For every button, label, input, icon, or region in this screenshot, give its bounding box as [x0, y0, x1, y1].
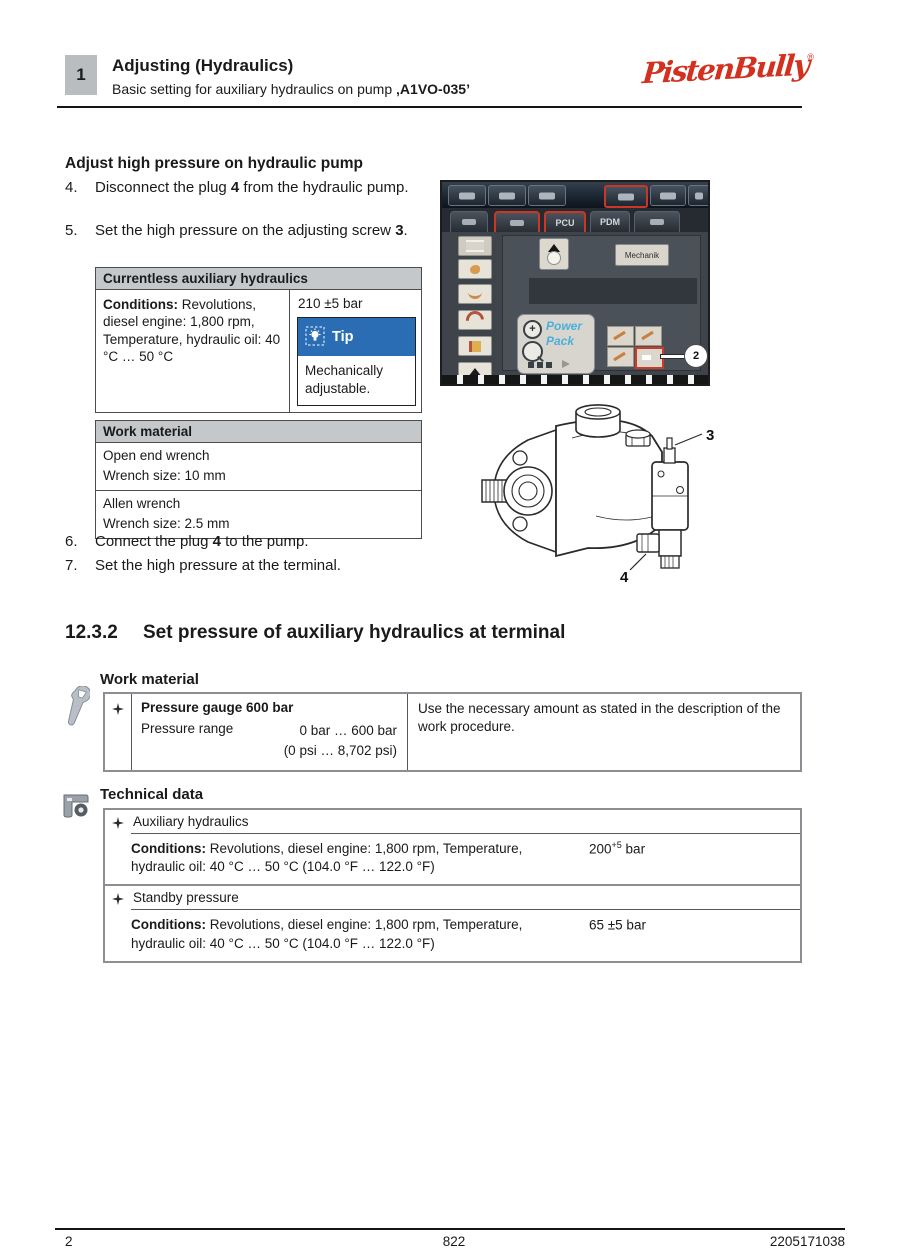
step-7: [65, 556, 435, 576]
dots-icon: [660, 192, 676, 199]
step-5: [65, 221, 435, 241]
arc-icon: [462, 307, 487, 332]
callout-2: 2: [684, 344, 708, 368]
connector-pins-icon: [528, 362, 552, 368]
terminal-main-panel: [502, 235, 701, 371]
table-header: Work material: [96, 421, 421, 443]
gutter-cell: [105, 810, 131, 833]
gutter-cell: [105, 886, 131, 909]
conditions-cell: Conditions: Revolutions, diesel engine: 1,800 rpm, Temperature, hydraulic oil: 40 °C … 50 °C: [96, 290, 290, 412]
tech-label: Auxiliary hydraulics: [133, 814, 249, 829]
step-number: 5.: [65, 222, 78, 239]
pump-figure: [476, 396, 718, 586]
mechanik-button: Mechanik: [615, 244, 669, 266]
table-row: Open end wrench Wrench size: 10 mm: [103, 448, 226, 483]
tab-pcu: PCU: [544, 211, 586, 235]
crosshair-icon: [112, 703, 124, 715]
procedure-heading: Adjust high pressure on hydraulic pump: [65, 155, 363, 172]
work-material-heading: Work material: [100, 671, 199, 688]
callout-line: [661, 355, 685, 358]
work-material-small-table: [95, 420, 422, 539]
caliper-icon: [60, 792, 92, 825]
footer-doc-number: 2205171038: [769, 1234, 845, 1249]
technical-data-table: [103, 808, 802, 963]
tip-header: [298, 318, 415, 356]
terminal-toolbar: [442, 182, 708, 208]
pistenbully-logo: [638, 47, 814, 91]
step-text: Set the high pressure at the terminal.: [95, 557, 341, 574]
magnifier-icon: [522, 341, 543, 362]
header-rule: [57, 106, 802, 108]
vehicle-icon: [459, 192, 475, 199]
tab-wrench: [450, 211, 488, 233]
mark-icon: [641, 331, 654, 340]
grid-button-highlighted: [635, 347, 664, 369]
technical-data-heading: Technical data: [100, 786, 204, 803]
item-cell: [132, 694, 408, 770]
section-heading: [65, 622, 565, 644]
tip-box: [297, 317, 416, 406]
crosshair-icon: [112, 817, 124, 829]
toolbar-button-vehicle: [448, 185, 486, 206]
terminal-screenshot: [440, 180, 710, 386]
tech-value: 65 ±5 bar: [589, 917, 646, 933]
groomer-icon: [539, 192, 555, 199]
pump-callout-4: 4: [620, 569, 629, 586]
alarm-icon: [695, 192, 703, 199]
step-text: Disconnect the plug 4 from the hydraulic pump.: [95, 179, 409, 196]
pressure-value: 210 ±5 bar: [298, 296, 363, 311]
grid-button-2: [635, 326, 662, 346]
item-name: Pressure gauge 600 bar: [141, 700, 294, 715]
tech-row-label: [105, 886, 800, 909]
grid-button-3: [607, 347, 634, 367]
conditions-text: Conditions: Revolutions, diesel engine: 1,800 rpm, Temperature, hydraulic oil: 40 °C … 50 °C (104.0 °F … 122.0 °F): [131, 917, 523, 951]
subtitle-pump-code: ‚A1VO-035’: [396, 81, 470, 97]
page-subtitle: [112, 81, 470, 97]
knob-icon: [547, 251, 561, 265]
step-number: 6.: [65, 533, 78, 550]
mark-icon: [613, 352, 626, 361]
power-pack-panel: [517, 314, 595, 374]
section-title: Set pressure of auxiliary hydraulics at terminal: [143, 622, 566, 643]
section-number: 12.3.2: [65, 622, 118, 643]
logo-text: PistenBully: [640, 47, 810, 91]
chapter-number: 1: [65, 55, 97, 95]
footer-center-number: 822: [442, 1234, 466, 1249]
curve-icon: [468, 289, 482, 299]
wrench-icon: [462, 219, 476, 225]
wrench-icon: [618, 193, 634, 200]
tip-label: Tip: [332, 329, 354, 345]
subtitle-text: Basic setting for auxiliary hydraulics on pump: [112, 81, 397, 97]
footer-rule: [55, 1228, 845, 1230]
dial-button: [539, 238, 569, 270]
toolbar-button-service-active: [604, 185, 648, 208]
tech-row-label: [105, 810, 800, 833]
sidebar-button-1: [458, 236, 492, 256]
description-cell: Use the necessary amount as stated in the description of the work procedure.: [418, 701, 781, 735]
table-header: Currentless auxiliary hydraulics: [96, 268, 421, 290]
step-text: Connect the plug 4 to the pump.: [95, 533, 309, 550]
step-number: 4.: [65, 179, 78, 196]
toolbar-button-alarm: [688, 185, 710, 206]
footer-page-number: 2: [65, 1234, 73, 1249]
wrench-icon: [64, 686, 90, 735]
page-title: Adjusting (Hydraulics): [112, 56, 294, 75]
plus-icon: +: [523, 320, 542, 339]
range-values: 0 bar … 600 bar (0 psi … 8,702 psi): [283, 723, 397, 759]
sidebar-button-5: [458, 336, 492, 356]
step-number: 7.: [65, 557, 78, 574]
sidebar-button-2: [458, 259, 492, 279]
conditions-text: Conditions: Revolutions, diesel engine: 1,800 rpm, Temperature, hydraulic oil: 40 °C … 50 °C (104.0 °F … 122.0 °F): [131, 841, 523, 875]
power-pack-label: Power Pack: [546, 319, 583, 348]
tech-value: $200^{+5}$ bar: [589, 840, 646, 857]
sidebar-button-4: [458, 310, 492, 330]
tab-implement: [634, 211, 680, 233]
gutter-cell: [105, 694, 132, 770]
step-6: [65, 532, 435, 552]
terminal-dark-strip: [529, 278, 697, 304]
toolbar-button-menu: [650, 185, 686, 206]
terminal-body: [442, 232, 708, 375]
terminal-tab-bar: [442, 208, 708, 232]
photo-edge-strip: [442, 375, 708, 384]
tech-row-conditions: [105, 910, 800, 960]
tab-pdm: PDM: [590, 211, 630, 233]
sidebar-button-3: [458, 284, 492, 304]
bars-icon: [466, 240, 484, 252]
crosshair-icon: [112, 893, 124, 905]
pump-callout-3: 3: [706, 427, 715, 444]
work-material-table: [103, 692, 802, 772]
step-4: [65, 178, 435, 198]
white-mark-icon: [642, 355, 651, 360]
arrow-icon: [562, 360, 570, 368]
table-row: Allen wrench Wrench size: 2.5 mm: [96, 490, 421, 538]
toolbar-button-groomer: [528, 185, 566, 206]
value-cell: [290, 290, 421, 412]
step-text: Set the high pressure on the adjusting screw 3.: [95, 222, 408, 239]
hydraulics-icon: [510, 220, 524, 226]
implement-icon: [650, 219, 664, 225]
block-icon: [469, 341, 481, 352]
tech-row-conditions: [105, 834, 800, 884]
currentless-hydraulics-table: [95, 267, 422, 413]
bulb-icon: [305, 326, 325, 349]
registered-mark: ®: [807, 52, 814, 62]
flame-icon: [470, 265, 480, 274]
toolbar-button-info: [488, 185, 526, 206]
range-label: Pressure range: [141, 721, 234, 736]
mark-icon: [613, 331, 626, 340]
grid-button-1: [607, 326, 634, 346]
tech-label: Standby pressure: [133, 890, 239, 906]
tip-text: Mechanically adjustable.: [298, 356, 415, 405]
info-icon: [499, 192, 515, 199]
